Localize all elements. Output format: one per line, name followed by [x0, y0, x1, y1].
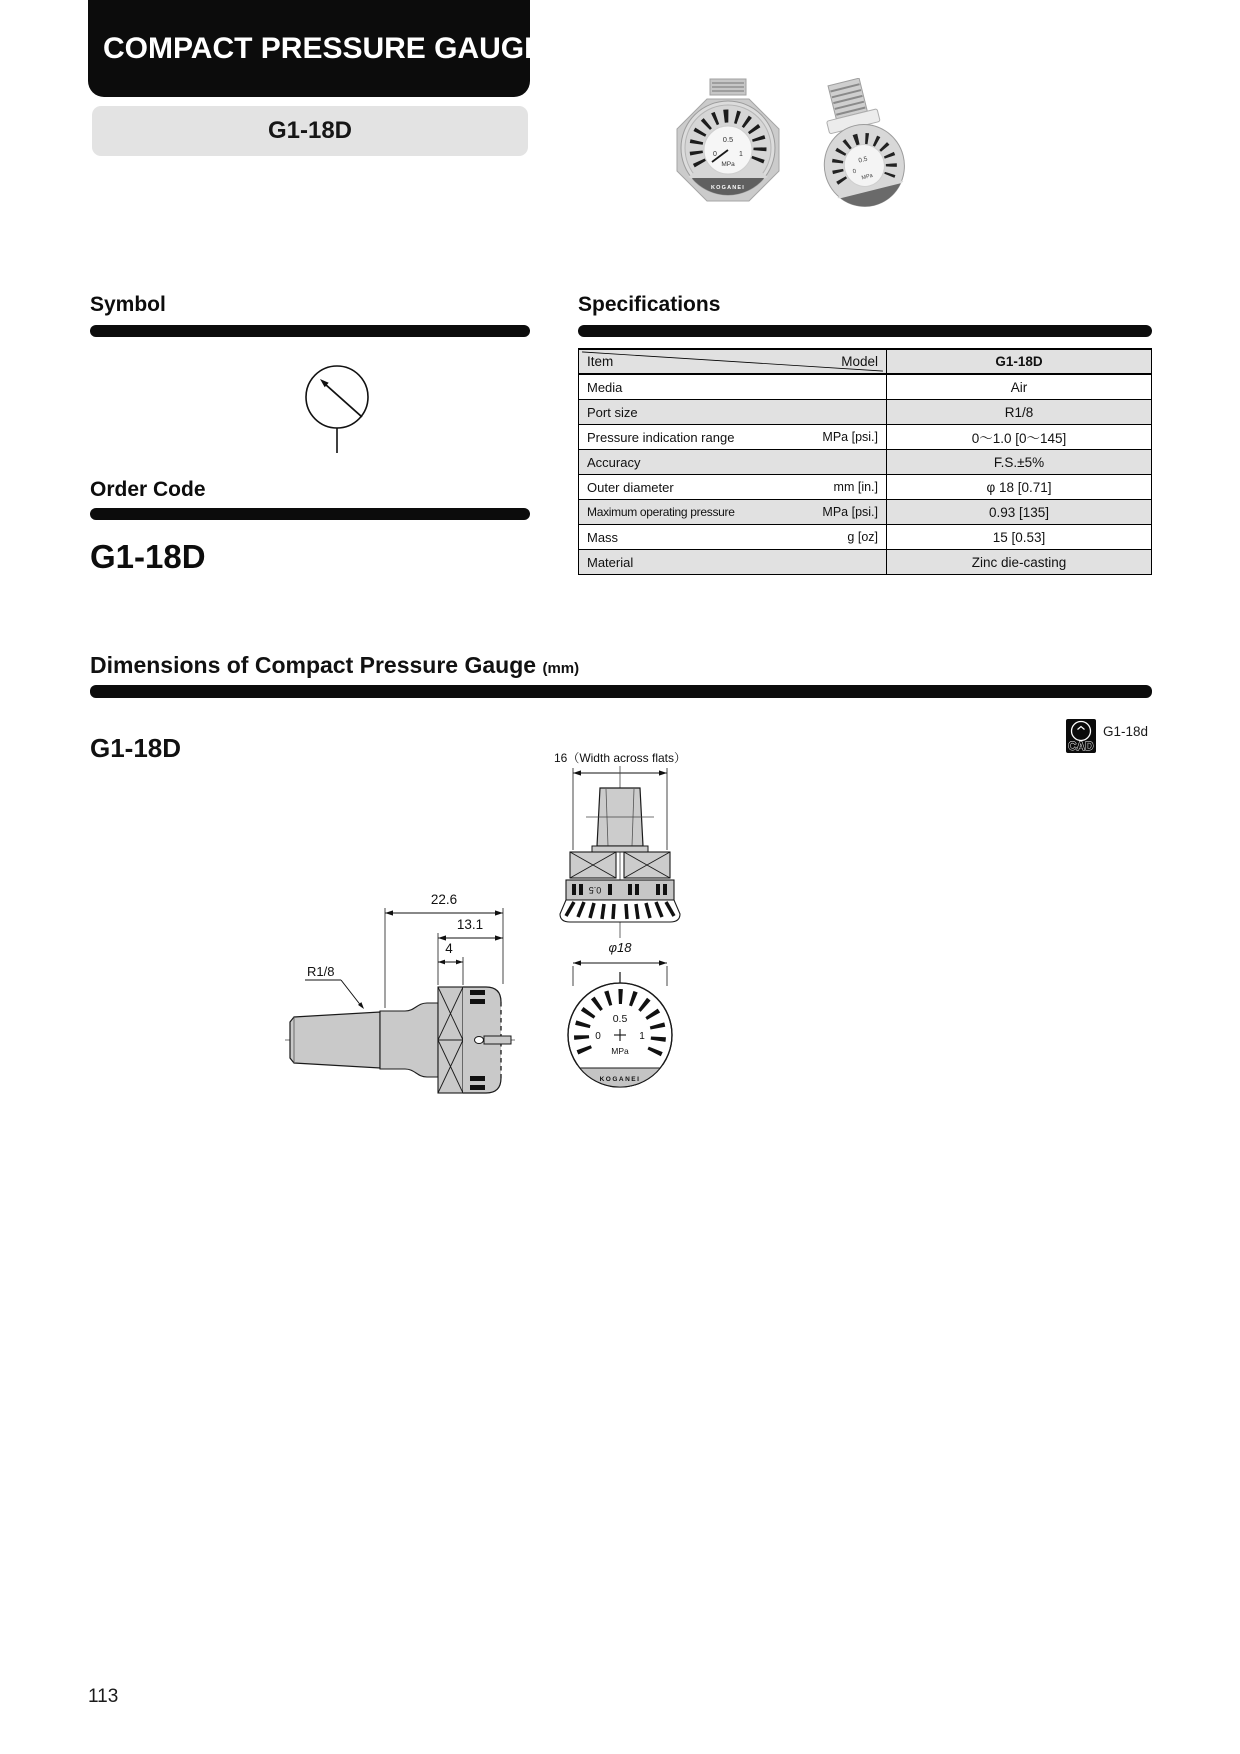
row-label: Media	[587, 379, 623, 395]
face-scale-left: 0	[595, 1031, 601, 1042]
cad-icon-label: CAD	[1068, 741, 1094, 753]
skirt	[560, 900, 680, 922]
dim-width-across-flats: 16（Width across flats）	[553, 751, 687, 765]
photo-dial-left: 0	[713, 151, 717, 158]
model-box: G1-18D	[92, 106, 528, 156]
spec-table	[578, 348, 1152, 575]
specifications-heading: Specifications	[578, 293, 721, 316]
dim-overall: 22.6	[430, 892, 458, 907]
table-row	[579, 475, 1151, 500]
model-value: G1-18D	[995, 354, 1043, 369]
cad-download-icon[interactable]	[1066, 719, 1096, 753]
photo-side-dial-left: 0	[852, 168, 857, 176]
drawing-side-view	[283, 880, 518, 1115]
row-unit: mm [in.]	[833, 480, 878, 494]
face-unit: MPa	[611, 1046, 629, 1056]
row-unit: MPa [psi.]	[822, 430, 878, 444]
table-row	[579, 500, 1151, 525]
row-value: 15 [0.53]	[992, 529, 1046, 545]
dimensions-model-heading: G1-18D	[90, 733, 182, 763]
dim-hex-width: 4	[445, 941, 453, 956]
cad-file-ref: G1-18d	[1103, 724, 1149, 739]
table-row	[579, 525, 1151, 550]
row-value: 0～1.0 [0～145]	[971, 431, 1067, 446]
spec-header-item-model	[579, 350, 887, 373]
item-label: Item	[587, 354, 614, 369]
hex-column	[438, 987, 463, 1093]
dimensions-unit-note: (mm)	[542, 660, 580, 677]
row-value: 0.93 [135]	[988, 504, 1050, 520]
drawing-top-view	[540, 742, 700, 942]
dimensions-heading-bar	[90, 685, 1152, 698]
photo-brand: KOGANEI	[710, 185, 746, 191]
table-row	[579, 450, 1151, 475]
pressure-gauge-symbol	[295, 360, 385, 465]
dim-diameter: φ18	[608, 940, 632, 955]
row-label: Pressure indication range	[587, 429, 735, 445]
row-label: Maximum operating pressure	[587, 505, 735, 519]
gauge-front-photo	[677, 79, 779, 201]
gauge-side-photo	[805, 78, 913, 213]
row-value: F.S.±5%	[993, 454, 1045, 470]
title-banner	[88, 0, 545, 97]
row-value: Air	[1010, 379, 1028, 395]
scale-band	[566, 880, 674, 900]
thread-size-label: R1/8	[307, 964, 335, 979]
table-row	[579, 425, 1151, 450]
row-label: Outer diameter	[587, 479, 674, 495]
model-label: Model	[841, 354, 878, 369]
row-value: R1/8	[1004, 404, 1034, 420]
dimensions-heading: Dimensions of Compact Pressure Gauge (mm)	[90, 652, 580, 678]
row-unit: g [oz]	[847, 530, 878, 544]
page-number: 113	[88, 1686, 119, 1707]
table-row	[579, 400, 1151, 425]
symbol-heading-bar	[90, 325, 530, 337]
row-label: Accuracy	[587, 454, 641, 470]
face-scale-top: 0.5	[612, 1013, 628, 1025]
order-code-heading: Order Code	[90, 478, 206, 501]
face-scale-right: 1	[639, 1031, 645, 1042]
row-label: Mass	[587, 529, 619, 545]
table-row	[579, 550, 1151, 574]
dim-body: 13.1	[456, 917, 484, 932]
order-code-value: G1-18D	[90, 538, 206, 575]
drawing-face-view	[550, 938, 690, 1108]
photo-dial-unit: MPa	[721, 161, 735, 168]
face-brand: KOGANEI	[599, 1076, 641, 1083]
specifications-heading-bar	[578, 325, 1152, 337]
row-label: Material	[587, 554, 634, 570]
page-title: COMPACT PRESSURE GAUGE	[103, 31, 545, 65]
row-label: Port size	[587, 404, 638, 420]
product-photo	[668, 78, 918, 213]
order-code-heading-bar	[90, 508, 530, 520]
symbol-heading: Symbol	[90, 293, 166, 316]
photo-dial-top: 0.5	[722, 135, 734, 144]
photo-side-dial-unit: MPa	[861, 172, 874, 182]
table-row	[579, 375, 1151, 400]
thread-port	[290, 1012, 380, 1068]
photo-dial-right: 1	[739, 151, 743, 158]
spec-table-header	[579, 350, 1151, 375]
band-scale-number: 0.5	[588, 885, 602, 895]
row-unit: MPa [psi.]	[822, 505, 878, 519]
photo-side-dial-top: 0.5	[857, 155, 869, 165]
header-diagonal-line	[579, 350, 886, 373]
row-value: Zinc die-casting	[971, 554, 1067, 570]
row-value: φ 18 [0.71]	[986, 479, 1052, 495]
